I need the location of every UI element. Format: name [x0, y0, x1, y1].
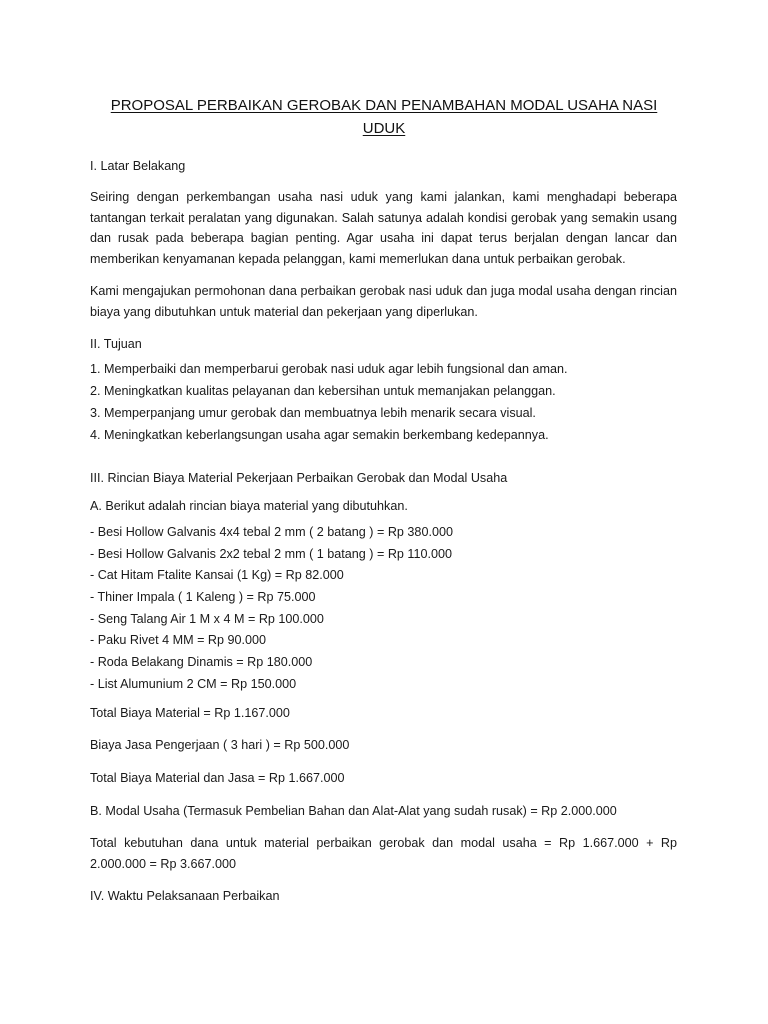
goal-item: 2. Meningkatkan kualitas pelayanan dan kebersihan untuk memanjakan pelanggan. — [90, 384, 556, 398]
material-item: - Besi Hollow Galvanis 2x2 tebal 2 mm ( 1 batang ) = Rp 110.000 — [90, 547, 453, 561]
material-item: - Thiner Impala ( 1 Kaleng ) = Rp 75.000 — [90, 590, 316, 604]
section-heading-tujuan: II. Tujuan — [90, 337, 142, 351]
material-item: - Seng Talang Air 1 M x 4 M = Rp 100.000 — [90, 612, 324, 626]
section-heading-latar-belakang: I. Latar Belakang — [90, 159, 186, 173]
subheading-business-capital: B. Modal Usaha (Termasuk Pembelian Bahan dan Alat-Alat yang sudah rusak) = Rp 2.000.000 — [90, 804, 617, 818]
labor-cost: Biaya Jasa Pengerjaan ( 3 hari ) = Rp 500.000 — [90, 738, 350, 752]
total-material-labor-cost: Total Biaya Material dan Jasa = Rp 1.667.000 — [90, 771, 345, 785]
material-item: - Besi Hollow Galvanis 4x4 tebal 2 mm ( 2 batang ) = Rp 380.000 — [90, 525, 453, 539]
subheading-material-list: A. Berikut adalah rincian biaya material yang dibutuhkan. — [90, 499, 408, 513]
section-heading-waktu-pelaksanaan: IV. Waktu Pelaksanaan Perbaikan — [90, 889, 280, 903]
document-title: PROPOSAL PERBAIKAN GEROBAK DAN PENAMBAHAN MODAL USAHA NASI UDUK — [110, 97, 658, 137]
material-item: - Cat Hitam Ftalite Kansai (1 Kg) = Rp 82.000 — [90, 568, 344, 582]
total-material-cost: Total Biaya Material = Rp 1.167.000 — [90, 706, 290, 720]
background-paragraph-1: Seiring dengan perkembangan usaha nasi uduk yang kami jalankan, kami menghadapi beberapa tantangan terkait peralatan yang digunakan. Salah satunya adalah kondisi gerobak yang semakin usang dan rusak pada beberapa bagian penting. Agar usaha ini dapat terus berjalan dengan lancar dan memberikan kenyamanan kepada pelanggan, kami memerlukan dana untuk perbaikan gerobak. — [90, 190, 677, 267]
background-paragraph-2: Kami mengajukan permohonan dana perbaikan gerobak nasi uduk dan juga modal usaha dengan rincian biaya yang dibutuhkan untuk material dan pekerjaan yang diperlukan. — [90, 284, 677, 319]
material-item: - Paku Rivet 4 MM = Rp 90.000 — [90, 633, 267, 647]
section-heading-rincian-biaya: III. Rincian Biaya Material Pekerjaan Perbaikan Gerobak dan Modal Usaha — [90, 471, 508, 485]
goal-item: 1. Memperbaiki dan memperbarui gerobak nasi uduk agar lebih fungsional dan aman. — [90, 362, 568, 376]
goal-item: 3. Memperpanjang umur gerobak dan membuatnya lebih menarik secara visual. — [90, 406, 536, 420]
material-item: - List Alumunium 2 CM = Rp 150.000 — [90, 677, 297, 691]
goal-item: 4. Meningkatkan keberlangsungan usaha agar semakin berkembang kedepannya. — [90, 428, 549, 442]
material-item: - Roda Belakang Dinamis = Rp 180.000 — [90, 655, 313, 669]
grand-total-paragraph: Total kebutuhan dana untuk material perbaikan gerobak dan modal usaha = Rp 1.667.000 + Rp 2.000.000 = Rp 3.667.000 — [90, 836, 677, 871]
